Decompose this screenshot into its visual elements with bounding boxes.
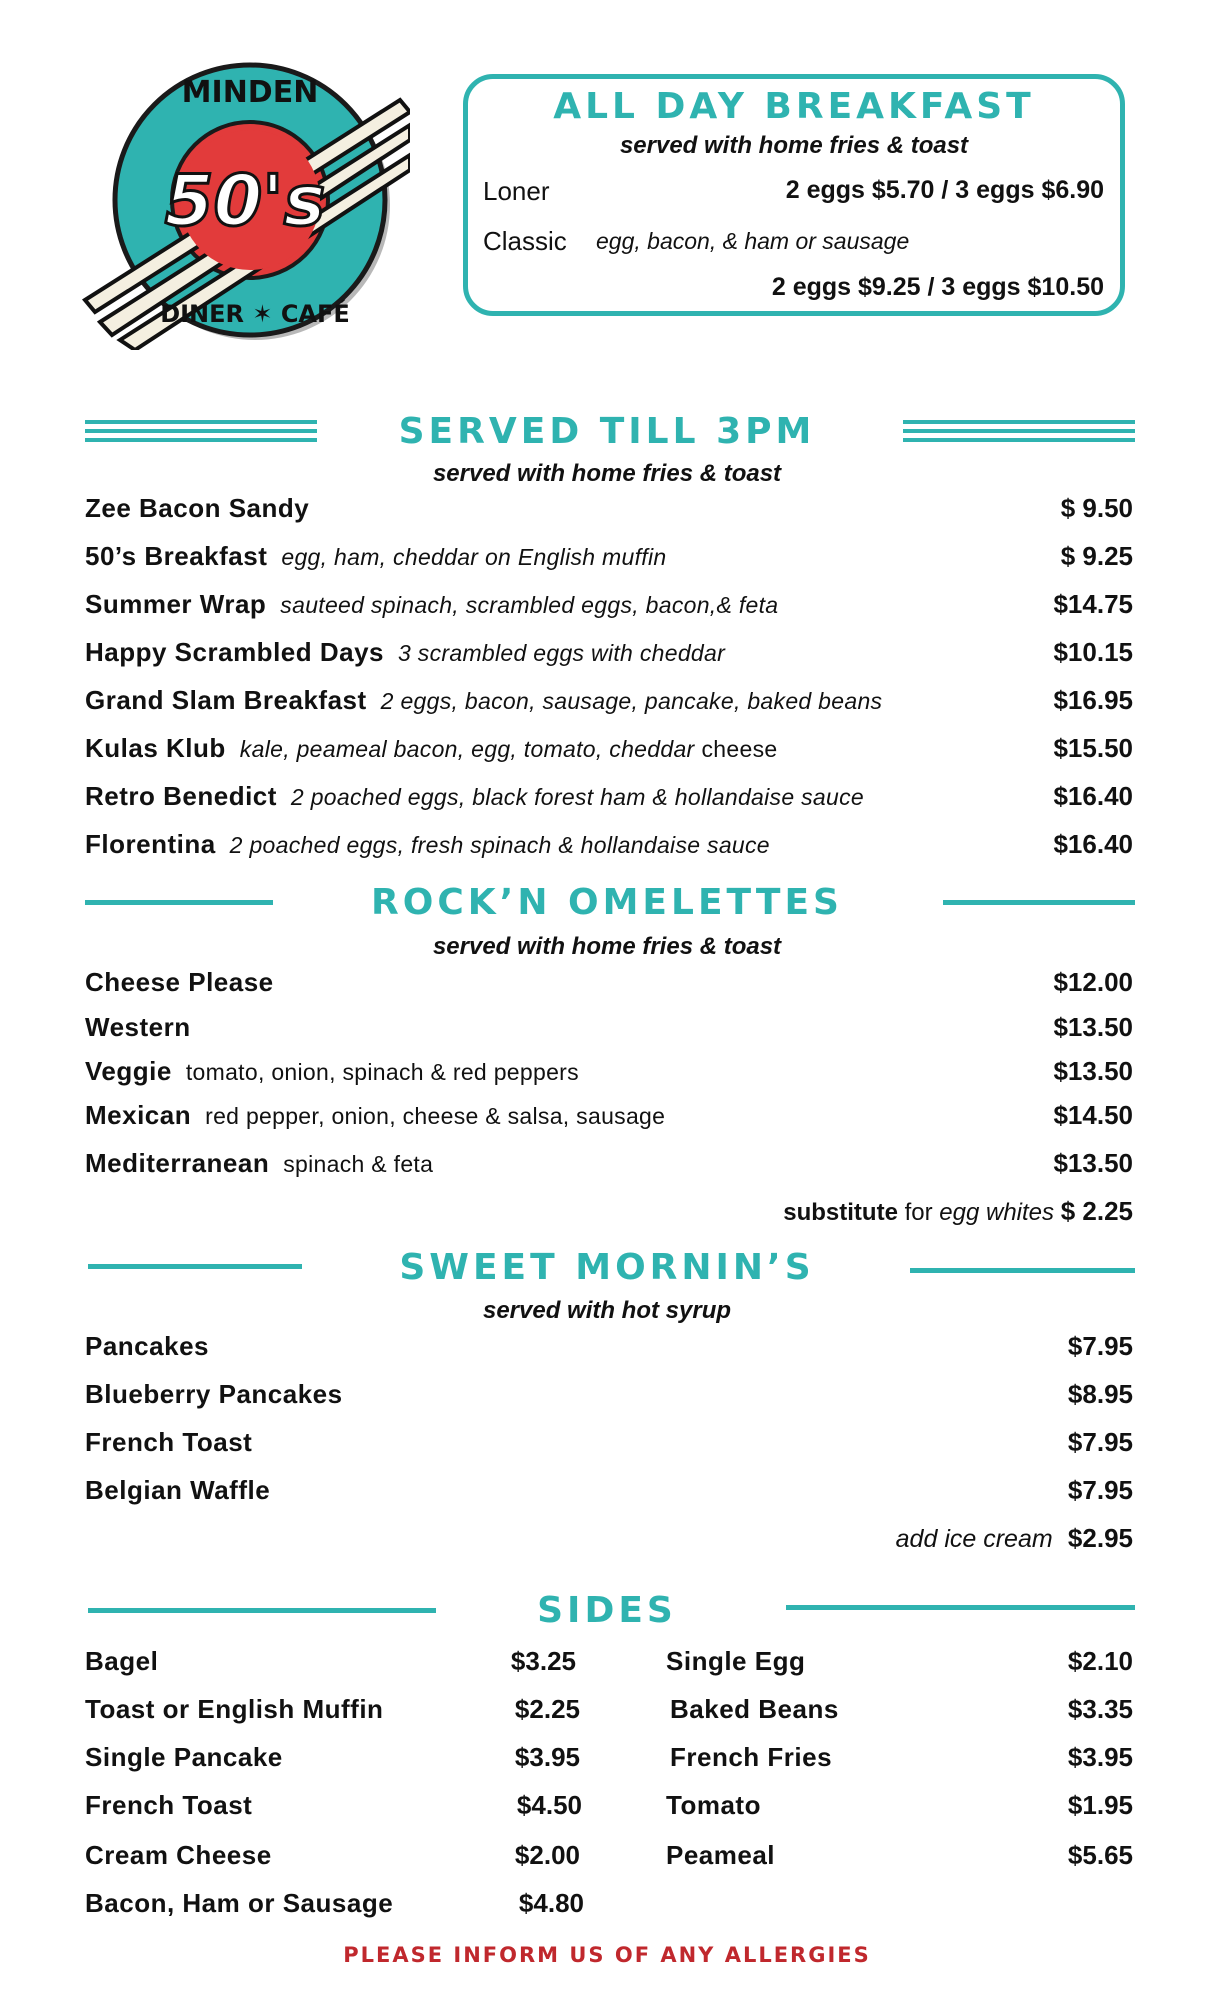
side-item-price: $5.65 <box>1067 1840 1133 1870</box>
side-item-name: Single Pancake <box>85 1742 283 1772</box>
item-name: Mexican <box>85 1100 192 1130</box>
menu-item <box>85 1379 1133 1415</box>
side-item-price: $3.95 <box>514 1742 580 1772</box>
addon-note <box>896 1523 1133 1554</box>
item-name: Summer Wrap <box>85 589 267 619</box>
substitute-item: egg whites <box>939 1199 1055 1226</box>
side-item-name: French Toast <box>85 1790 253 1820</box>
all-day-title: ALL DAY BREAKFAST <box>553 86 1035 127</box>
logo-top-text: MINDEN <box>181 75 319 110</box>
substitute-note <box>783 1196 1133 1227</box>
item-name: Happy Scrambled Days <box>85 637 385 667</box>
item-desc: 3 scrambled eggs with cheddar <box>398 640 726 666</box>
side-item-name: Baked Beans <box>670 1694 839 1724</box>
loner-name: Loner <box>483 176 550 206</box>
item-price: $7.95 <box>1067 1427 1133 1457</box>
item-name: Kulas Klub <box>85 733 226 763</box>
omelettes-subtitle: served with home fries & toast <box>432 933 782 960</box>
item-name: 50’s Breakfast <box>85 541 268 571</box>
sweet-subtitle: served with hot syrup <box>482 1297 732 1324</box>
served-till-subtitle: served with home fries & toast <box>432 460 782 487</box>
item-desc: 2 poached eggs, fresh spinach & hollandaise sauce <box>229 832 770 858</box>
item-name: Zee Bacon Sandy <box>85 493 310 523</box>
item-price: $14.50 <box>1053 1100 1133 1130</box>
classic-desc: egg, bacon, & ham or sausage <box>596 228 910 254</box>
side-item-name: Bagel <box>85 1646 159 1676</box>
item-name: Western <box>85 1012 191 1042</box>
item-price: $16.40 <box>1053 781 1133 811</box>
side-item-price: $4.80 <box>518 1888 584 1918</box>
menu-item <box>85 637 1133 673</box>
side-item-name: Tomato <box>666 1790 761 1820</box>
side-item-price: $3.35 <box>1067 1694 1133 1724</box>
side-item-price: $1.95 <box>1067 1790 1133 1820</box>
side-item-name: Toast or English Muffin <box>85 1694 384 1724</box>
item-price: $16.40 <box>1053 829 1133 859</box>
menu-item <box>85 1475 1133 1511</box>
side-item-price: $2.25 <box>514 1694 580 1724</box>
item-price: $13.50 <box>1053 1148 1133 1178</box>
item-price: $10.15 <box>1053 637 1133 667</box>
item-price: $7.95 <box>1067 1475 1133 1505</box>
side-item-price: $2.00 <box>514 1840 580 1870</box>
item-name: Veggie <box>85 1056 172 1086</box>
menu-item <box>85 829 1133 865</box>
diner-logo <box>80 60 410 350</box>
menu-item <box>85 493 1133 529</box>
item-price: $14.75 <box>1053 589 1133 619</box>
item-name: French Toast <box>85 1427 253 1457</box>
item-name: Mediterranean <box>85 1148 270 1178</box>
menu-item <box>85 1427 1133 1463</box>
addon-price: $2.95 <box>1067 1523 1133 1553</box>
addon-label: add ice cream <box>895 1525 1053 1553</box>
item-desc: kale, peameal bacon, egg, tomato, cheddar <box>239 736 695 762</box>
substitute-label: substitute <box>783 1199 898 1226</box>
item-desc: egg, ham, cheddar on English muffin <box>281 544 667 570</box>
substitute-for: for <box>904 1199 933 1226</box>
served-till-title: SERVED TILL 3PM <box>398 411 816 452</box>
logo-graphic <box>80 60 410 350</box>
item-name: Grand Slam Breakfast <box>85 685 367 715</box>
sweet-title: SWEET MORNIN’S <box>399 1247 815 1288</box>
item-name: Retro Benedict <box>85 781 277 811</box>
menu-item <box>85 1331 1133 1367</box>
side-item-price: $3.95 <box>1067 1742 1133 1772</box>
loner-price: 2 eggs $5.70 / 3 eggs $6.90 <box>785 176 1104 204</box>
menu-item <box>85 1100 1133 1136</box>
item-desc: sauteed spinach, scrambled eggs, bacon,& feta <box>280 592 779 618</box>
item-price: $ 9.50 <box>1060 493 1133 523</box>
menu-item <box>85 1012 1133 1048</box>
side-item-name: Peameal <box>666 1840 776 1870</box>
item-price: $13.50 <box>1053 1012 1133 1042</box>
menu-item <box>85 589 1133 625</box>
item-price: $8.95 <box>1067 1379 1133 1409</box>
menu-item <box>85 781 1133 817</box>
sides-title: SIDES <box>537 1590 677 1631</box>
classic-price: 2 eggs $9.25 / 3 eggs $10.50 <box>771 273 1104 301</box>
menu-item <box>85 1148 1133 1184</box>
item-name: Belgian Waffle <box>85 1475 271 1505</box>
item-price: $15.50 <box>1053 733 1133 763</box>
item-price: $7.95 <box>1067 1331 1133 1361</box>
item-price: $16.95 <box>1053 685 1133 715</box>
logo-bottom-text: DINER ✶ CAFÉ <box>160 300 350 328</box>
menu-item <box>85 685 1133 721</box>
allergy-notice: PLEASE INFORM US OF ANY ALLERGIES <box>343 1943 871 1967</box>
side-item-name: Single Egg <box>666 1646 806 1676</box>
side-item-price: $2.10 <box>1067 1646 1133 1676</box>
item-desc: spinach & feta <box>283 1151 434 1177</box>
side-item-name: Cream Cheese <box>85 1840 272 1870</box>
item-name: Pancakes <box>85 1331 209 1361</box>
menu-item <box>85 1056 1133 1092</box>
side-item-name: French Fries <box>670 1742 833 1772</box>
all-day-subtitle: served with home fries & toast <box>619 132 969 159</box>
menu-item <box>85 541 1133 577</box>
omelettes-title: ROCK’N OMELETTES <box>371 882 843 923</box>
item-desc: tomato, onion, spinach & red peppers <box>185 1059 579 1085</box>
item-name: Florentina <box>85 829 216 859</box>
item-name: Blueberry Pancakes <box>85 1379 343 1409</box>
classic-name: Classic <box>483 226 567 256</box>
side-item-price: $4.50 <box>516 1790 582 1820</box>
item-desc: 2 poached eggs, black forest ham & hollandaise sauce <box>290 784 864 810</box>
item-price: $12.00 <box>1053 967 1133 997</box>
menu-item <box>85 733 1133 769</box>
item-desc: 2 eggs, bacon, sausage, pancake, baked beans <box>380 688 883 714</box>
item-price: $ 9.25 <box>1060 541 1133 571</box>
side-item-price: $3.25 <box>510 1646 576 1676</box>
menu-item <box>85 967 1133 1003</box>
item-name: Cheese Please <box>85 967 274 997</box>
substitute-price: $ 2.25 <box>1060 1196 1133 1226</box>
item-desc-tail: cheese <box>701 736 778 762</box>
item-desc: red pepper, onion, cheese & salsa, sausage <box>205 1103 666 1129</box>
item-price: $13.50 <box>1053 1056 1133 1086</box>
logo-center-text: 50's <box>164 160 326 242</box>
side-item-name: Bacon, Ham or Sausage <box>85 1888 394 1918</box>
